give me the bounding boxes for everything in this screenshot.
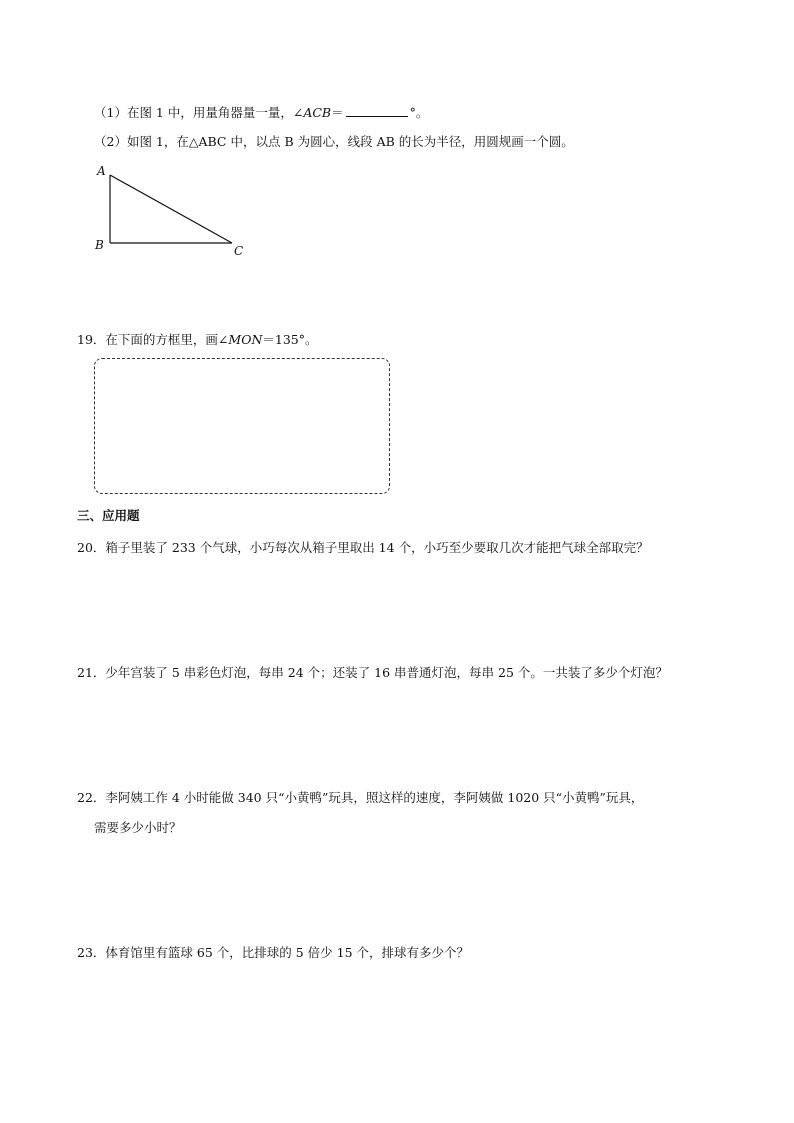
vertex-label-a: A: [97, 164, 106, 178]
section-title: 三、应用题: [77, 508, 140, 523]
q21-question: 21．少年宫装了 5 串彩色灯泡，每串 24 个；还装了 16 串普通灯泡，每串 25 个。一共装了多少个灯泡？: [77, 665, 668, 680]
q23-question: 23．体育馆里有篮球 65 个，比排球的 5 倍少 15 个，排球有多少个？: [77, 945, 470, 960]
q18-part1-suffix: °。: [409, 105, 429, 120]
q18-part2: （2）如图 1，在△ABC 中，以点 B 为圆心，线段 AB 的长为半径，用圆规画一个圆。: [94, 134, 574, 149]
vertex-label-c: C: [234, 244, 244, 258]
q19-angle-name: MON: [228, 332, 263, 347]
q22-question-line1: 22．李阿姨工作 4 小时能做 340 只“小黄鸭”玩具，照这样的速度，李阿姨做 1020 只“小黄鸭”玩具，: [77, 790, 644, 805]
vertex-label-b: B: [95, 238, 104, 252]
q18-angle-name: ACB: [303, 105, 332, 120]
q19-prefix: 19．在下面的方框里，画∠: [77, 332, 229, 347]
q18-part1: [94, 104, 428, 121]
q19-question: [77, 332, 317, 348]
q18-part1-prefix: （1）在图 1 中，用量角器量一量，∠: [94, 105, 304, 120]
q22-question-line2: 需要多少小时？: [94, 820, 182, 835]
side-ac: [110, 175, 232, 243]
answer-blank[interactable]: [346, 104, 408, 117]
drawing-box[interactable]: [94, 358, 390, 494]
q20-question: 20．箱子里装了 233 个气球，小巧每次从箱子里取出 14 个，小巧至少要取几次才能把气球全部取完？: [77, 540, 649, 555]
q19-suffix: ＝135°。: [262, 332, 318, 347]
q18-equals: ＝: [331, 105, 344, 120]
triangle-abc-figure: [90, 160, 260, 260]
